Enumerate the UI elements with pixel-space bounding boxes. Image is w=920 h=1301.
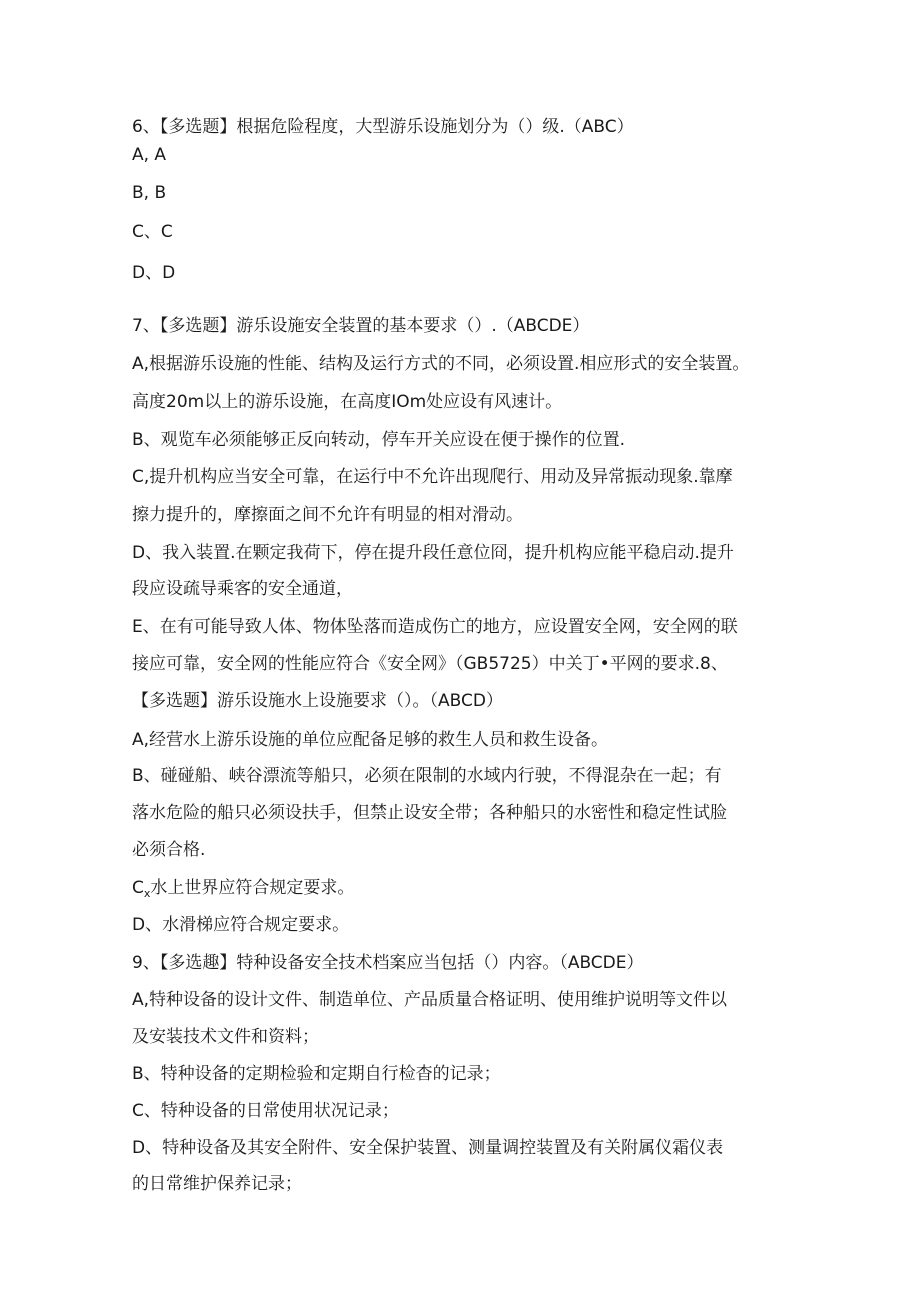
question-6-option-d: D、D [132,263,176,283]
question-9-option-a-line2: 及安装技术文件和资料； [132,1027,319,1047]
question-9-title: 9、【多选趣】特种设备安全技术档案应当包括（）内容。（ABCDE） [132,953,644,973]
option-c-text: 水上世界应符合规定要求。 [150,878,355,898]
question-9-option-a-line1: A,特种设备的设计文件、制造单位、产品质量合格证明、使用维护说明等文件以 [132,990,728,1010]
question-8-option-b-line1: B、碰碰船、峡谷漂流等船只，必须在限制的水域内行驶，不得混杂在一起；有 [132,766,722,786]
option-c-subscript: x [143,887,151,900]
question-7-option-e-line1: E、在有可能导致人体、物体坠落而造成伤亡的地方，应设置安全网，安全网的联 [132,617,738,637]
question-9-option-c: C、特种设备的日常使用状况记录； [132,1101,399,1121]
question-7-option-a-line2: 高度20m以上的游乐设施，在高度IOm处应设有风速计。 [132,392,563,412]
question-7-option-d-line1: D、我入装置.在颗定我荷下，停在提升段任意位冏，提升机构应能平稳启动.提升 [132,543,734,563]
question-7-option-a-line1: A,根据游乐设施的性能、结构及运行方式的不同，必须设置.相应形式的安全装置。 [132,354,750,374]
question-9-option-d-line1: D、特种设备及其安全附件、安全保护装置、测量调控装置及有关附属仪霜仪表 [132,1138,724,1158]
question-7-option-c-line2: 擦力提升的，摩擦面之间不允许有明显的相对滑动。 [132,505,523,525]
question-7-option-c-line1: C,提升机构应当安全可靠，在运行中不允许出现爬行、用动及异常振动现象.靠摩 [132,467,733,487]
question-8-option-b-line2: 落水危险的船只必须设扶手，但禁止设安全带；各种船只的水密性和稳定性试脸 [132,803,727,823]
option-c-letter: C [132,878,144,898]
question-7-option-b: B、观览车必须能够正反向转动，停车开关应设在便于操作的位置. [132,430,626,450]
question-7-option-e-line2: 接应可靠，安全网的性能应符合《安全网》（GB5725）中关丁•平网的要求.8、 [132,654,728,674]
question-7-option-d-line2: 段应设疏导乘客的安全通道， [132,579,353,599]
question-9-option-b: B、特种设备的定期检验和定期自行检杳的记录； [132,1064,501,1084]
question-8-title: 【多选题】游乐设施水上设施要求（）。（ABCD） [132,691,503,711]
question-6-option-a: A, A [132,145,167,165]
question-9-option-d-line2: 的日常维护保养记录； [132,1174,302,1194]
question-6-option-c: C、C [132,222,173,242]
question-8-option-c [132,876,354,906]
question-6-title: 6、【多选题】根据危险程度，大型游乐设施划分为（）级.（ABC） [132,117,634,137]
question-6-option-b: B, B [132,183,167,203]
question-8-option-a: A,经营水上游乐设施的单位应配备足够的救生人员和救生设备。 [132,730,609,750]
question-8-option-b-line3: 必须合格. [132,840,206,860]
question-7-title: 7、【多选题】游乐设施安全装置的基本要求（）.（ABCDE） [132,316,590,336]
question-8-option-d: D、水滑梯应符合规定要求。 [132,915,350,935]
